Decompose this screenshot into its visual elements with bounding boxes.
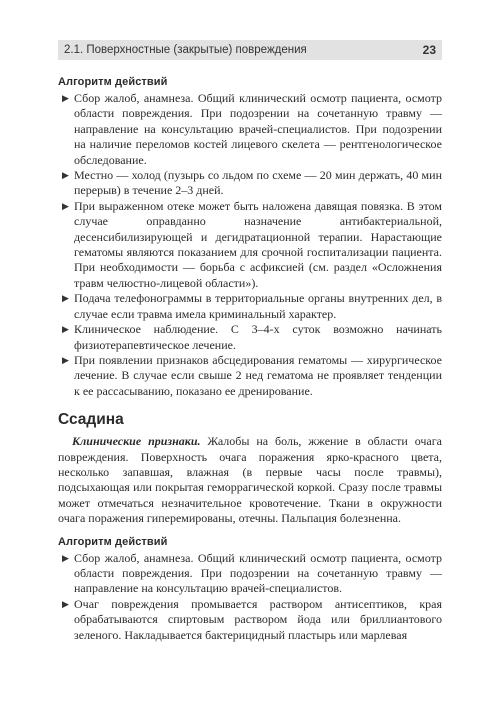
list-item: ▶ Местно — холод (пузырь со льдом по схеме — 20 мин держать, 40 мин перерыв) в течение 2–3 дней. bbox=[62, 168, 442, 198]
header-title: 2.1. Поверхностные (закрытые) повреждения bbox=[64, 44, 307, 56]
bullet-icon: ▶ bbox=[62, 170, 69, 181]
section-title: Ссадина bbox=[58, 411, 124, 429]
running-header bbox=[58, 40, 442, 60]
bullet-icon: ▶ bbox=[62, 324, 69, 335]
bullet-icon: ▶ bbox=[62, 552, 69, 563]
page-content bbox=[58, 76, 442, 643]
bullet-icon: ▶ bbox=[62, 93, 69, 103]
paragraph-text: Жалобы на боль, жжение в области очага повреждения. Поверхность очага поражения ярко-красного цвета, несколько запавшая, влажная (в первые часы после травмы), подсыхающая или покрытая геморрагической коркой. Сразу после травмы может отмечаться незначительное кровотечение. Ткани в окружности очага поражения гиперемированы, отечны. Пальпация болезненна. bbox=[58, 434, 442, 526]
paragraph-lead: Клинические признаки. bbox=[72, 434, 201, 449]
bullet-icon: ▶ bbox=[62, 598, 69, 609]
list-item: ▶ При выраженном отеке может быть наложена давящая повязка. В этом случае оправданно назначение антибактериальной, десенсибилизирующей и дегидратационной терапии. Нарастающие гематомы являются показанием для срочной госпитализации пациента. При необходимости — борьба с асфиксией (см. раздел «Осложнения травм челюстно-лицевой области»). bbox=[62, 198, 442, 290]
bullet-icon: ▶ bbox=[62, 293, 69, 304]
clinical-signs-paragraph bbox=[58, 434, 442, 526]
list-item: ▶ При появлении признаков абсцедирования гематомы — хирургическое лечение. В случае если свыше 2 нед гематома не проявляет тенденции к ее рассасыванию, показано ее дренирование. bbox=[62, 352, 442, 398]
bullet-icon: ▶ bbox=[62, 354, 69, 365]
page-number: 23 bbox=[422, 43, 436, 57]
list-item: ▶ Сбор жалоб, анамнеза. Общий клинический осмотр пациента, осмотр области повреждения. При подозрении на сочетанную травму — направление на консультацию врачей-специалистов. При подозрении на наличие переломов костей лицевого скелета — рентгенологическое обследование. bbox=[62, 91, 442, 167]
list-item: ▶ Сбор жалоб, анамнеза. Общий клинический осмотр пациента, осмотр области повреждения. При подозрении на сочетанную травму — направление на консультацию врачей-специалистов. bbox=[62, 550, 442, 596]
list-item: ▶ Клиническое наблюдение. С 3–4-х суток возможно начинать физиотерапевтическое лечение. bbox=[62, 322, 442, 352]
action-list bbox=[58, 551, 442, 643]
subheading-algorithm: Алгоритм действий bbox=[58, 535, 168, 548]
subheading-algorithm: Алгоритм действий bbox=[58, 76, 168, 88]
list-item: ▶ Очаг повреждения промывается раствором антисептиков, края обрабатываются спиртовым раствором йода или бриллиантового зеленого. Накладывается бактерицидный пластырь или марлевая bbox=[62, 596, 442, 642]
action-list bbox=[58, 91, 442, 399]
list-item: ▶ Подача телефонограммы в территориальные органы внутренних дел, в случае если травма имела криминальный характер. bbox=[62, 291, 442, 321]
bullet-icon: ▶ bbox=[62, 200, 69, 211]
